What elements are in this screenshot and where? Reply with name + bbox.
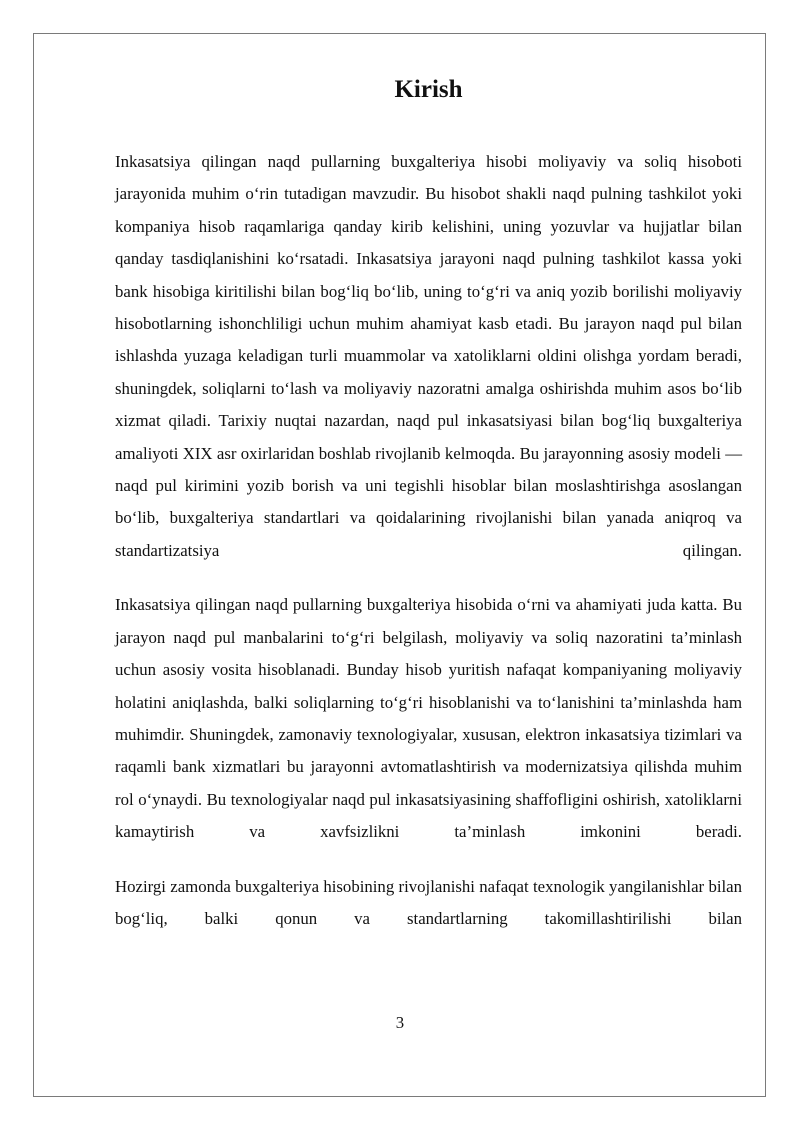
page-title: Kirish xyxy=(394,76,463,103)
paragraph-1: Inkasatsiya qilingan naqd pullarning buxgalteriya hisobi moliyaviy va soliq hisoboti jarayonida muhim o‘rin tutadigan mavzudir. Bu hisobot shakli naqd pulning tashkilot yoki kompaniya hisob raqamlariga qanday kirib kelishini, uning yozuvlar va hujjatlar bilan qanday tasdiqlanishini ko‘rsatadi. Inkasatsiya jarayoni naqd pulning tashkilot kassa yoki bank hisobiga kiritilishi bilan bog‘liq bo‘lib, uning to‘g‘ri va aniq yozib borilishi moliyaviy hisobotlarning ishonchliligi uchun muhim ahamiyat kasb etadi. Bu jarayon naqd pul bilan ishlashda yuzaga keladigan turli muammolar va xatoliklarni oldini olishga yordam beradi, shuningdek, soliqlarni to‘lash va moliyaviy nazoratni amalga oshirishda muhim asos bo‘lib xizmat qiladi. Tarixiy nuqtai nazardan, naqd pul inkasatsiyasi bilan bog‘liq buxgalteriya amaliyoti XIX asr oxirlaridan boshlab rivojlanib kelmoqda. Bu jarayonning asosiy modeli — naqd pul kirimini yozib borish va uni tegishli hisoblar bilan moslashtirishga asoslangan bo‘lib, buxgalteriya standartlari va qoidalarining rivojlanishi bilan yanada aniqroq va standartizatsiya qilingan. xyxy=(115,152,742,560)
document-body xyxy=(115,72,742,935)
page-number: 3 xyxy=(395,1013,405,1032)
paragraph-2: Inkasatsiya qilingan naqd pullarning buxgalteriya hisobida o‘rni va ahamiyati juda katta. Bu jarayon naqd pul manbalarini to‘g‘ri belgilash, moliyaviy va soliq nazoratini ta’minlash uchun asosiy vosita hisoblanadi. Bunday hisob yuritish nafaqat kompaniyaning moliyaviy holatini aniqlashda, balki soliqlarning to‘g‘ri hisoblanishi va to‘lanishini ta’minlashda ham muhimdir. Shuningdek, zamonaviy texnologiyalar, xususan, elektron inkasatsiya tizimlari va raqamli bank xizmatlari bu jarayonni avtomatlashtirish va modernizatsiya qilishda muhim rol o‘ynaydi. Bu texnologiyalar naqd pul inkasatsiyasining shaffofligini oshirish, xatoliklarni kamaytirish va xavfsizlikni ta’minlash imkonini beradi. xyxy=(115,595,742,842)
paragraph-3: Hozirgi zamonda buxgalteriya hisobining rivojlanishi nafaqat texnologik yangilanishlar bilan bog‘liq, balki qonun va standartlarning takomillashtirilishi bilan xyxy=(115,876,742,928)
